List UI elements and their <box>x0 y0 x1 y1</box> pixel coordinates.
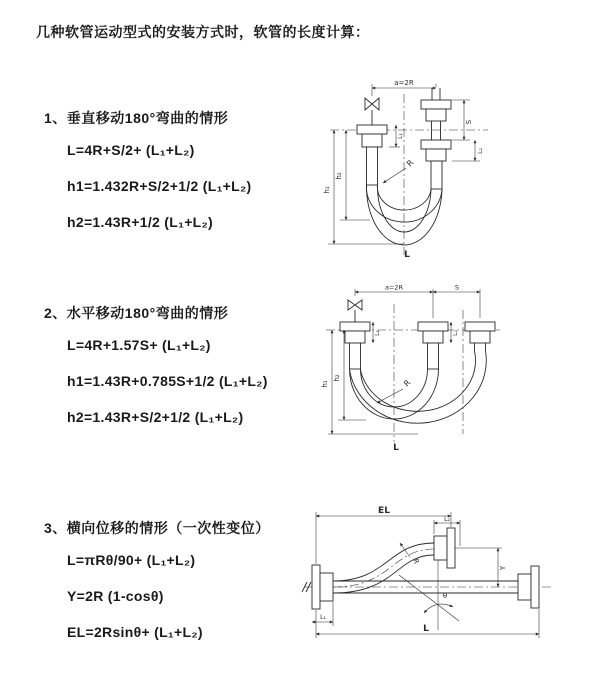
section-1-formula-h2: h2=1.43R+1/2 (L₁+L₂) <box>67 214 214 230</box>
right-flange-fitting <box>518 566 539 608</box>
section-3-formula-Y: Y=2R (1-cosθ) <box>67 588 164 604</box>
dimension-L2 <box>451 322 459 343</box>
dimension-label-h2: h₂ <box>335 172 343 180</box>
dimension-L2 <box>452 140 484 161</box>
hose-s-curve <box>333 543 434 593</box>
section-3-heading: 3、横向位移的情形（一次性变位） <box>44 520 270 536</box>
braided-hose-section <box>431 161 442 189</box>
right-flange-fitting-upper <box>421 88 451 140</box>
dimension-label-a2R: a=2R <box>384 284 404 292</box>
dimension-label-L1: L₁ <box>397 133 404 139</box>
section-2-formula-h2: h2=1.43R+S/2+1/2 (L₁+L₂) <box>67 409 244 425</box>
dimension-label-S: S <box>454 284 460 292</box>
section-3-formula-EL: EL=2Rsinθ+ (L₁+L₂) <box>67 624 203 640</box>
diagram-horizontal-180-bend <box>312 284 552 456</box>
dimension-L <box>316 609 539 638</box>
dimension-label-S: S <box>465 119 473 125</box>
hose-u-curves <box>350 351 487 423</box>
braided-hose-section <box>350 343 361 369</box>
diagram-lateral-displacement <box>296 502 596 647</box>
length-label-L: L <box>404 250 410 260</box>
page-title: 几种软管运动型式的安装方式时，软管的长度计算： <box>36 24 370 40</box>
radius-leader-R <box>377 378 413 403</box>
dimension-label-L: L <box>423 624 429 634</box>
right-flange-fitting-lower <box>421 140 451 189</box>
valve-icon <box>365 98 379 125</box>
dimension-label-L1: L₁ <box>320 614 326 621</box>
section-1-formula-L: L=4R+S/2+ (L₁+L₂) <box>67 142 195 158</box>
angle-label-theta: θ <box>442 592 448 600</box>
section-1-formula-h1: h1=1.432R+S/2+1/2 (L₁+L₂) <box>67 178 252 194</box>
dimension-label-L2: L₂ <box>477 148 484 154</box>
dimension-label-h1: h₁ <box>323 186 331 194</box>
upper-flange-fitting <box>434 528 455 568</box>
section-2-heading: 2、水平移动180°弯曲的情形 <box>44 305 229 321</box>
dimension-S <box>452 100 473 140</box>
dimension-label-h1: h₁ <box>321 380 329 388</box>
braided-hose-section <box>428 343 439 369</box>
left-flange-fitting <box>340 322 370 369</box>
section-3-formula-L: L=πRθ/90+ (L₁+L₂) <box>67 552 196 568</box>
length-label-L: L <box>393 443 399 453</box>
dimension-label-Y: Y <box>499 565 507 571</box>
section-1-heading: 1、垂直移动180°弯曲的情形 <box>44 110 229 126</box>
angle-theta-construction <box>399 557 459 630</box>
dimension-a2R <box>372 79 436 96</box>
radius-label-R: R <box>402 378 413 389</box>
dimension-label-a2R: a=2R <box>394 79 414 87</box>
middle-flange-fitting <box>418 322 448 369</box>
diagram-vertical-180-bend <box>312 72 552 260</box>
dimension-label-L2: L₂ <box>452 330 459 336</box>
radius-leader-R <box>383 158 416 183</box>
dimension-label-EL: EL <box>378 506 390 516</box>
braided-hose-section <box>367 147 378 185</box>
radius-label-R: R <box>405 158 416 169</box>
valve-icon <box>348 300 362 322</box>
section-2-formula-L: L=4R+1.57S+ (L₁+L₂) <box>67 337 211 353</box>
right-flange-fitting <box>465 322 495 351</box>
radius-label-R: R <box>411 557 421 565</box>
left-flange-fitting <box>357 125 387 185</box>
dimension-label-L2: L₂ <box>444 516 450 523</box>
dimension-a2R <box>355 284 480 318</box>
section-2-formula-h1: h1=1.43R+0.785S+1/2 (L₁+L₂) <box>67 373 268 389</box>
dimension-L1 <box>373 322 381 343</box>
left-flange-fitting <box>312 565 333 609</box>
dimension-S <box>433 284 480 292</box>
dimension-label-h2: h₂ <box>333 374 341 382</box>
dimension-label-L1: L₁ <box>374 330 381 336</box>
dimension-L1 <box>389 125 404 147</box>
